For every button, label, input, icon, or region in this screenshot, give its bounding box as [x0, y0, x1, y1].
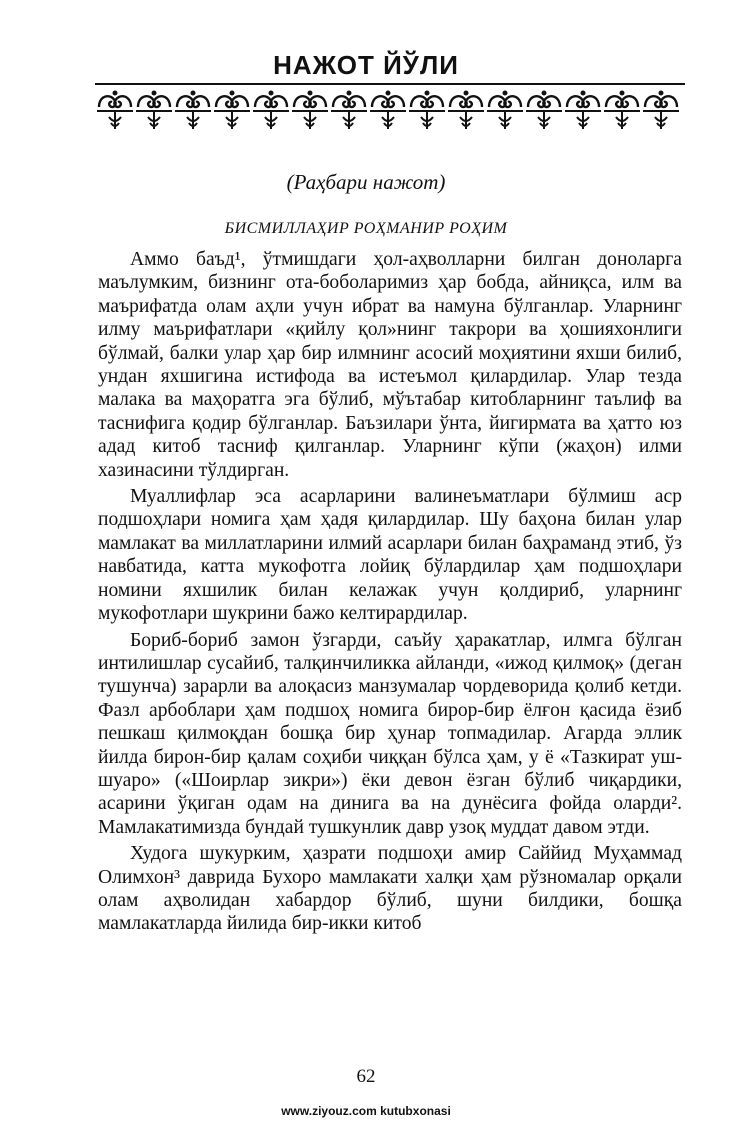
ornament-pattern: [97, 91, 679, 130]
header-rule: [95, 83, 685, 85]
paragraph: Худога шукурким, ҳазрати подшоҳи амир Саййид Муҳаммад Олимхон³ даврида Бухоро мамлакати халқи ҳам рўзномалар орқали олам аҳволидан хабардор бўлиб, шуни билдики, бошқа мамлакатларда йилида бир-икки китоб: [98, 843, 682, 935]
paragraph: Бориб-бориб замон ўзгарди, саъйу ҳаракатлар, илмга бўлган интилишлар сусайиб, талқинчиликка айланди, «ижод қилмоқ» (деган тушунча) зарарли ва алоқасиз манзумалар чордеворида қолиб кетди. Фазл арбоблари ҳам подшоҳ номига бирор-бир ёлғон қасида ёзиб пешкаш қилмоқдан бошқа бир ҳунар топмадилар. Агарда эллик йилда бирон-бир қалам соҳиби чиққан бўлса ҳам, у ё «Тазкират уш-шуаро» («Шоирлар зикри») ёки девон ёзган бўлиб чиқардики, асарини ўқиган одам на динига ва на дунёсига фойда оларди². Мамлакатимизда бундай тушкунлик давр узоқ муддат давом этди.: [98, 629, 682, 838]
body-text: [98, 248, 682, 939]
page-number: 62: [356, 1066, 376, 1087]
bismillah-heading: БИСМИЛЛАҲИР РОҲМАНИР РОҲИМ: [224, 220, 508, 237]
footer-watermark: www.ziyouz.com kutubxonasi: [281, 1104, 451, 1118]
paragraph: Муаллифлар эса асарларини валинеъматлари бўлмиш аср подшоҳлари номига ҳам ҳадя қилардилар. Шу баҳона билан улар мамлакат ва миллатларини илмий асарлари билан баҳраманд этиб, ўз навбатида, катта мукофотга лойиқ бўлардилар ҳам подшоҳлари номини яхшилик билан келажак учун қолдириб, уларнинг мукофотлари шукрини бажо келтирардилар.: [98, 486, 682, 625]
paragraph: Аммо баъд¹, ўтмишдаги ҳол-аҳволларни билган доноларга маълумким, бизнинг ота-боболаримиз ҳар бобда, айниқса, илм ва маърифатда олам аҳли учун ибрат ва намуна бўлганлар. Уларнинг илму маърифатлари «қийлу қол»нинг такрори ва ҳошияхонлиги бўлмай, балки улар ҳар бир илмнинг асосий моҳиятини яхши билиб, ундан яхшигина истифода ва истеъмол қилардилар. Улар тезда малака ва маҳоратга эга бўлиб, мўътабар китобларнинг таълиф ва таснифига қодир бўлганлар. Баъзилари ўнта, йигирмата ва ҳатто юз адад китоб тасниф қилганлар. Уларнинг кўпи (жаҳон) илми хазинасини тўлдирган.: [98, 249, 682, 481]
running-header-title: НАЖОТ ЙЎЛИ: [273, 50, 459, 80]
section-subtitle: (Раҳбари нажот): [286, 170, 446, 194]
ornamental-border: [95, 87, 685, 131]
